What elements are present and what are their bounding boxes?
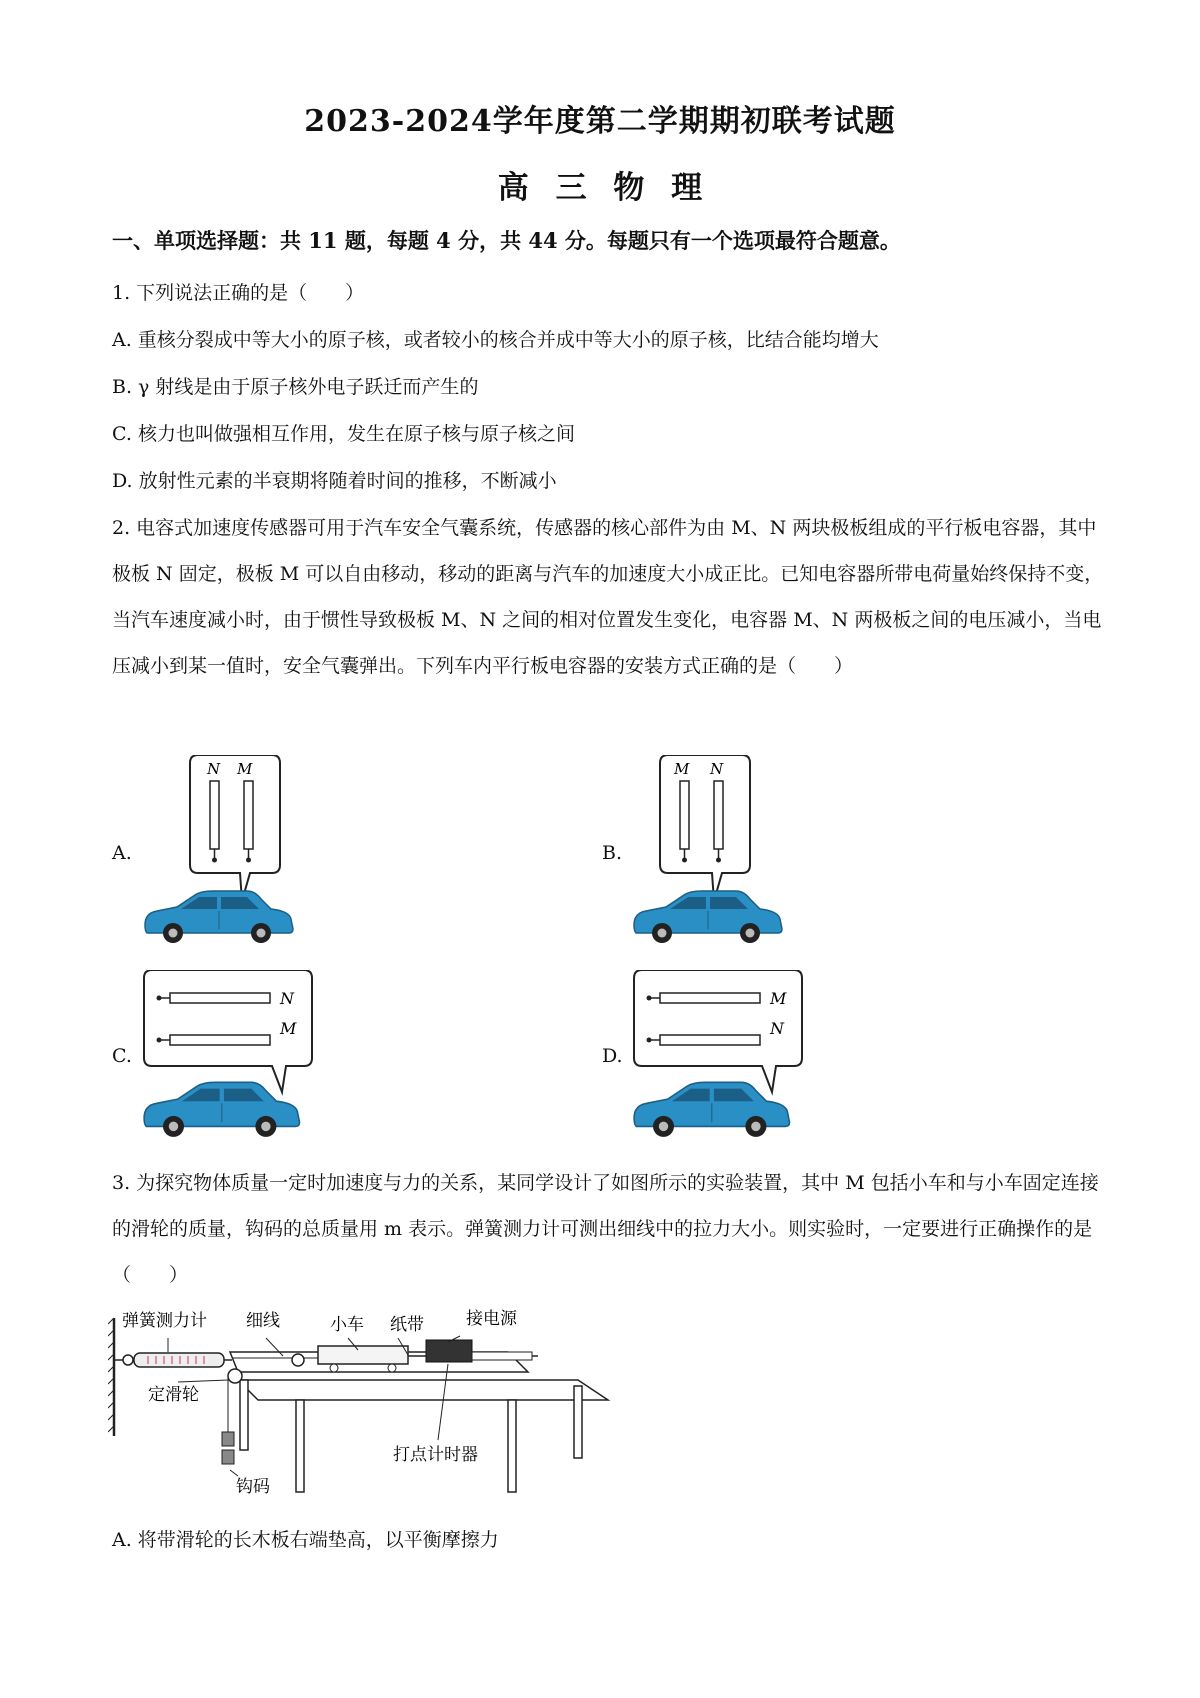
capacitor-plate	[210, 781, 219, 849]
q2-option-c-label: C.	[112, 1045, 132, 1067]
plate-label: N	[280, 989, 294, 1008]
label-weights: 钩码	[236, 1477, 270, 1497]
q2-option-a-label: A.	[112, 842, 132, 864]
plate-label: N	[710, 760, 724, 778]
label-tape: 纸带	[390, 1315, 424, 1335]
q2-figure-c	[140, 970, 330, 1140]
capacitor-plate	[714, 781, 723, 849]
q2-figure-a	[140, 755, 300, 945]
plate-label: M	[674, 760, 690, 778]
capacitor-plate	[660, 993, 760, 1003]
pulley	[228, 1369, 242, 1383]
plate-label: N	[770, 1019, 784, 1038]
capacitor-plate	[680, 781, 689, 849]
capacitor-plate	[170, 1035, 270, 1045]
q1-option-a: A. 重核分裂成中等大小的原子核，或者较小的核合并成中等大小的原子核，比结合能均增大	[112, 329, 879, 351]
q2-figure-b	[630, 755, 790, 945]
car-icon	[144, 1082, 299, 1137]
q1-option-b: B. γ 射线是由于原子核外电子跃迁而产生的	[112, 376, 479, 398]
q3-stem: 3. 为探究物体质量一定时加速度与力的关系，某同学设计了如图所示的实验装置，其中 M 包括小车和与小车固定连接的滑轮的质量，钩码的总质量用 m 表示。弹簧测力计可测出细线中的拉力大小。则实验时，一定要进行正确操作的是（ ）	[112, 1172, 1099, 1286]
timer	[426, 1340, 472, 1362]
q2-stem: 2. 电容式加速度传感器可用于汽车安全气囊系统，传感器的核心部件为由 M、N 两块极板组成的平行板电容器，其中极板 N 固定，极板 M 可以自由移动，移动的距离与汽车的加速度大小成正比。已知电容器所带电荷量始终保持不变，当汽车速度减小时，由于惯性导致极板 M、N 之间的相对位置发生变化，电容器 M、N 两极板之间的电压减小，当电压减小到某一值时，安全气囊弹出。下列车内平行板电容器的安装方式正确的是（ ）	[112, 517, 1104, 677]
car-icon	[634, 1082, 789, 1137]
q2-option-d-label: D.	[602, 1045, 623, 1067]
exam-title: 2023-2024学年度第二学期期初联考试题	[304, 104, 896, 139]
q3-option-a: A. 将带滑轮的长木板右端垫高，以平衡摩擦力	[112, 1529, 499, 1551]
q2-option-b-label: B.	[602, 842, 623, 864]
label-power: 接电源	[466, 1309, 517, 1329]
q1-option-d: D. 放射性元素的半衰期将随着时间的推移，不断减小	[112, 470, 557, 492]
q1-stem: 1. 下列说法正确的是（ ）	[112, 282, 365, 304]
cart	[318, 1346, 408, 1364]
section-heading: 一、单项选择题：共 11 题，每题 4 分，共 44 分。每题只有一个选项最符合题意。	[112, 228, 901, 253]
capacitor-plate	[170, 993, 270, 1003]
label-cart: 小车	[330, 1315, 364, 1335]
capacitor-plate	[244, 781, 253, 849]
label-thread: 细线	[246, 1311, 280, 1331]
plate-label: M	[237, 760, 253, 778]
plate-label: N	[207, 760, 221, 778]
label-pulley: 定滑轮	[148, 1385, 199, 1405]
q1-option-c: C. 核力也叫做强相互作用，发生在原子核与原子核之间	[112, 423, 575, 445]
q3-apparatus-figure	[108, 1300, 618, 1500]
plate-label: M	[770, 989, 787, 1008]
table	[238, 1380, 608, 1400]
label-timer: 打点计时器	[393, 1445, 478, 1465]
car-icon	[634, 891, 782, 943]
capacitor-plate	[660, 1035, 760, 1045]
car-icon	[145, 891, 293, 943]
subject-title: 高 三 物 理	[497, 170, 703, 206]
weights	[222, 1432, 234, 1446]
plate-label: M	[280, 1019, 297, 1038]
label-spring-scale: 弹簧测力计	[122, 1311, 207, 1331]
q2-figure-d	[630, 970, 820, 1140]
